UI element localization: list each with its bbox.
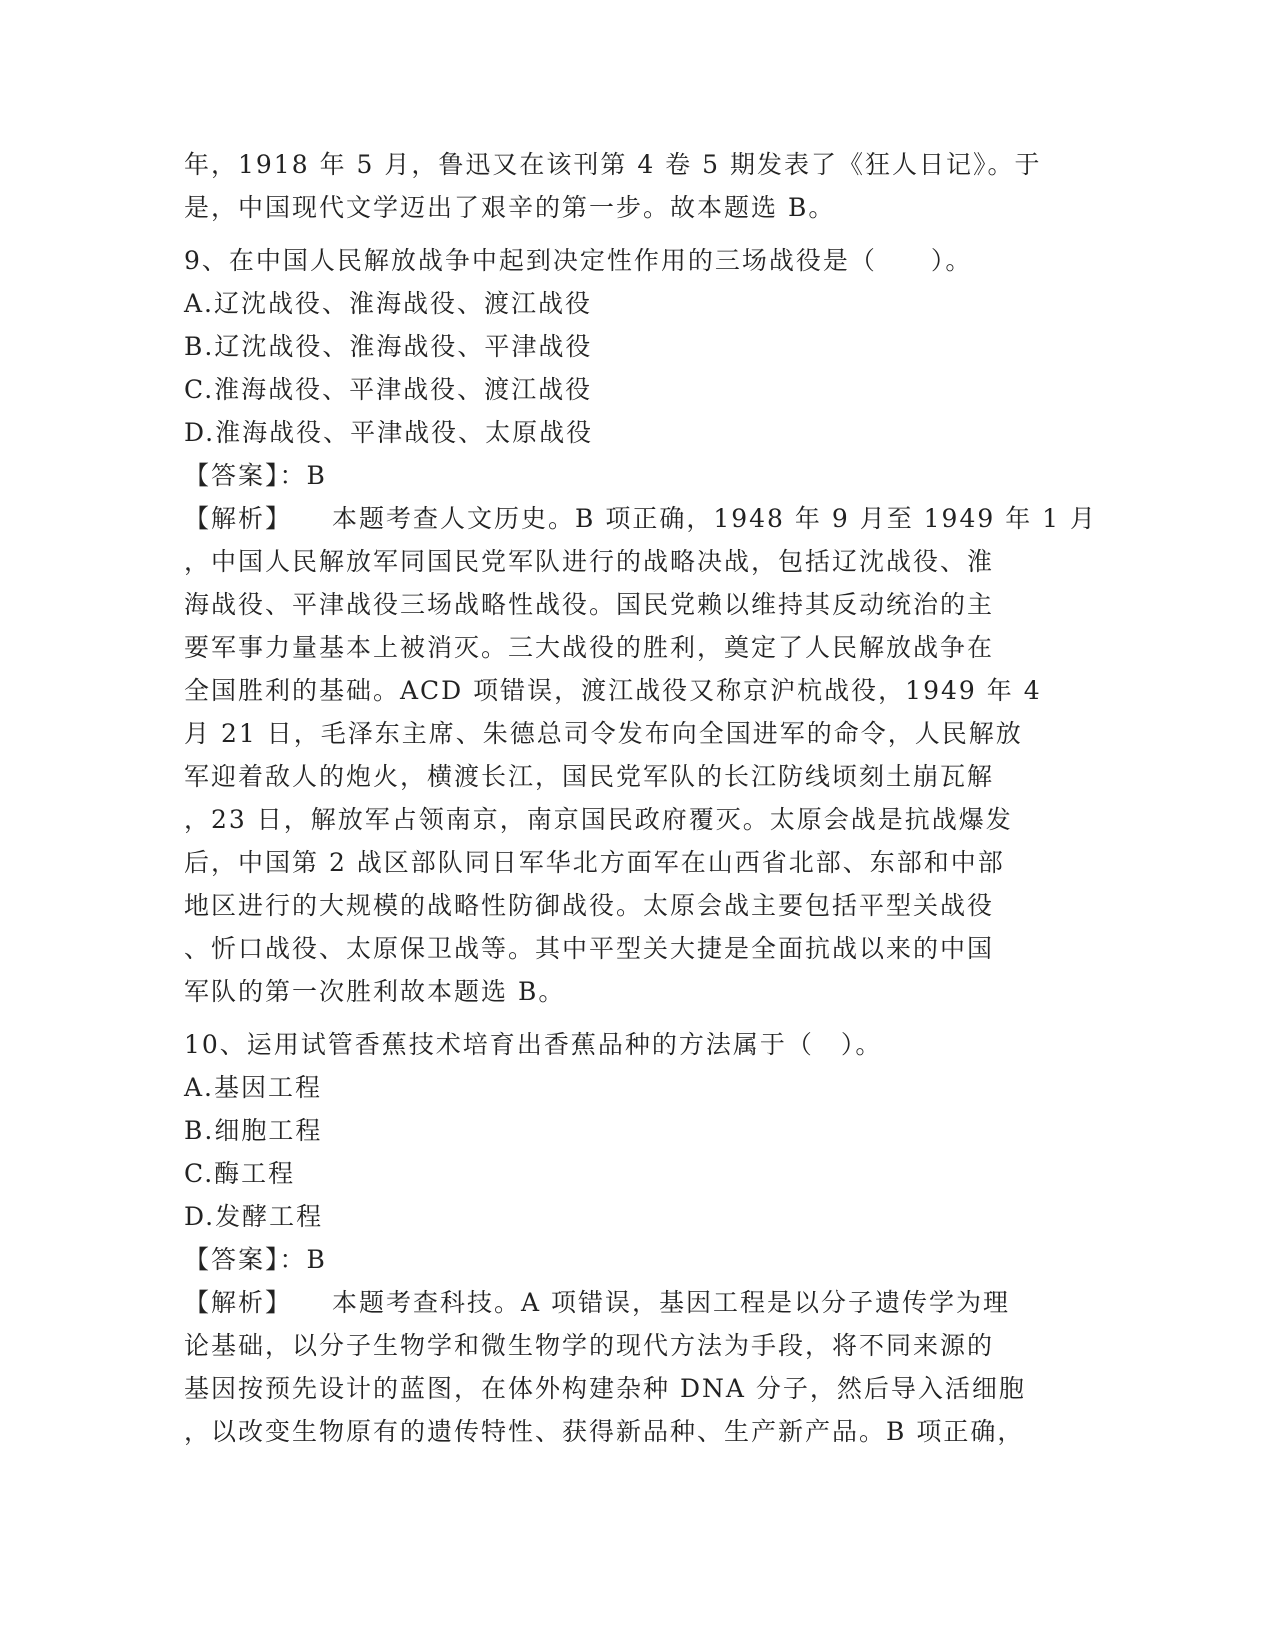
analysis-label: 【解析】 [184,504,293,533]
analysis-line: 军队的第一次胜利故本题选 B。 [184,977,566,1006]
analysis-first-line [184,1281,1084,1324]
option-a: A.辽沈战役、淮海战役、渡江战役 [184,289,593,318]
analysis-line: 后，中国第 2 战区部队同日军华北方面军在山西省北部、东部和中部 [184,848,1005,877]
option-c: C.淮海战役、平津战役、渡江战役 [184,375,593,404]
question-9 [184,239,1098,1013]
analysis-line: 军迎着敌人的炮火，横渡长江，国民党军队的长江防线顷刻土崩瓦解 [184,762,995,791]
analysis-line: 论基础，以分子生物学和微生物学的现代方法为手段，将不同来源的 [184,1331,995,1360]
analysis-label: 【解析】 [184,1288,293,1317]
option-d: D.发酵工程 [184,1202,324,1231]
option-c: C.酶工程 [184,1159,296,1188]
analysis-text: 本题考查人文历史。B 项正确，1948 年 9 月至 1949 年 1 月 [332,504,1098,533]
answer: 【答案】：B [184,1245,327,1274]
option-b: B.辽沈战役、淮海战役、平津战役 [184,332,593,361]
analysis-line: 全国胜利的基础。ACD 项错误，渡江战役又称京沪杭战役，1949 年 4 [184,676,1042,705]
analysis-line: ，以改变生物原有的遗传特性、获得新品种、生产新产品。B 项正确， [184,1417,1025,1446]
question-text: 10、运用试管香蕉技术培育出香蕉品种的方法属于（ ）。 [184,1030,883,1059]
option-b: B.细胞工程 [184,1116,323,1145]
question-text: 9、在中国人民解放战争中起到决定性作用的三场战役是（ ）。 [184,246,973,275]
text-line: 是，中国现代文学迈出了艰辛的第一步。故本题选 B。 [184,193,836,222]
option-a: A.基因工程 [184,1073,323,1102]
analysis-line: ，23 日，解放军占领南京，南京国民政府覆灭。太原会战是抗战爆发 [184,805,1013,834]
analysis-line: 月 21 日，毛泽东主席、朱德总司令发布向全国进军的命令，人民解放 [184,719,1023,748]
analysis-line: 海战役、平津战役三场战略性战役。国民党赖以维持其反动统治的主 [184,590,995,619]
analysis-line: 地区进行的大规模的战略性防御战役。太原会战主要包括平型关战役 [184,891,995,920]
document-page [184,143,1098,1453]
analysis-first-line [184,497,1098,540]
analysis-text: 本题考查科技。A 项错误，基因工程是以分子遗传学为理 [332,1288,1011,1317]
option-d: D.淮海战役、平津战役、太原战役 [184,418,594,447]
analysis-line: 、忻口战役、太原保卫战等。其中平型关大捷是全面抗战以来的中国 [184,934,995,963]
analysis-line: 基因按预先设计的蓝图，在体外构建杂种 DNA 分子，然后导入活细胞 [184,1374,1026,1403]
analysis-line: 要军事力量基本上被消灭。三大战役的胜利，奠定了人民解放战争在 [184,633,995,662]
question-10 [184,1023,1084,1453]
intro-paragraph [184,143,1084,229]
analysis-line: ，中国人民解放军同国民党军队进行的战略决战，包括辽沈战役、淮 [184,547,995,576]
text-line: 年，1918 年 5 月，鲁迅又在该刊第 4 卷 5 期发表了《狂人日记》。于 [184,150,1042,179]
answer: 【答案】：B [184,461,327,490]
